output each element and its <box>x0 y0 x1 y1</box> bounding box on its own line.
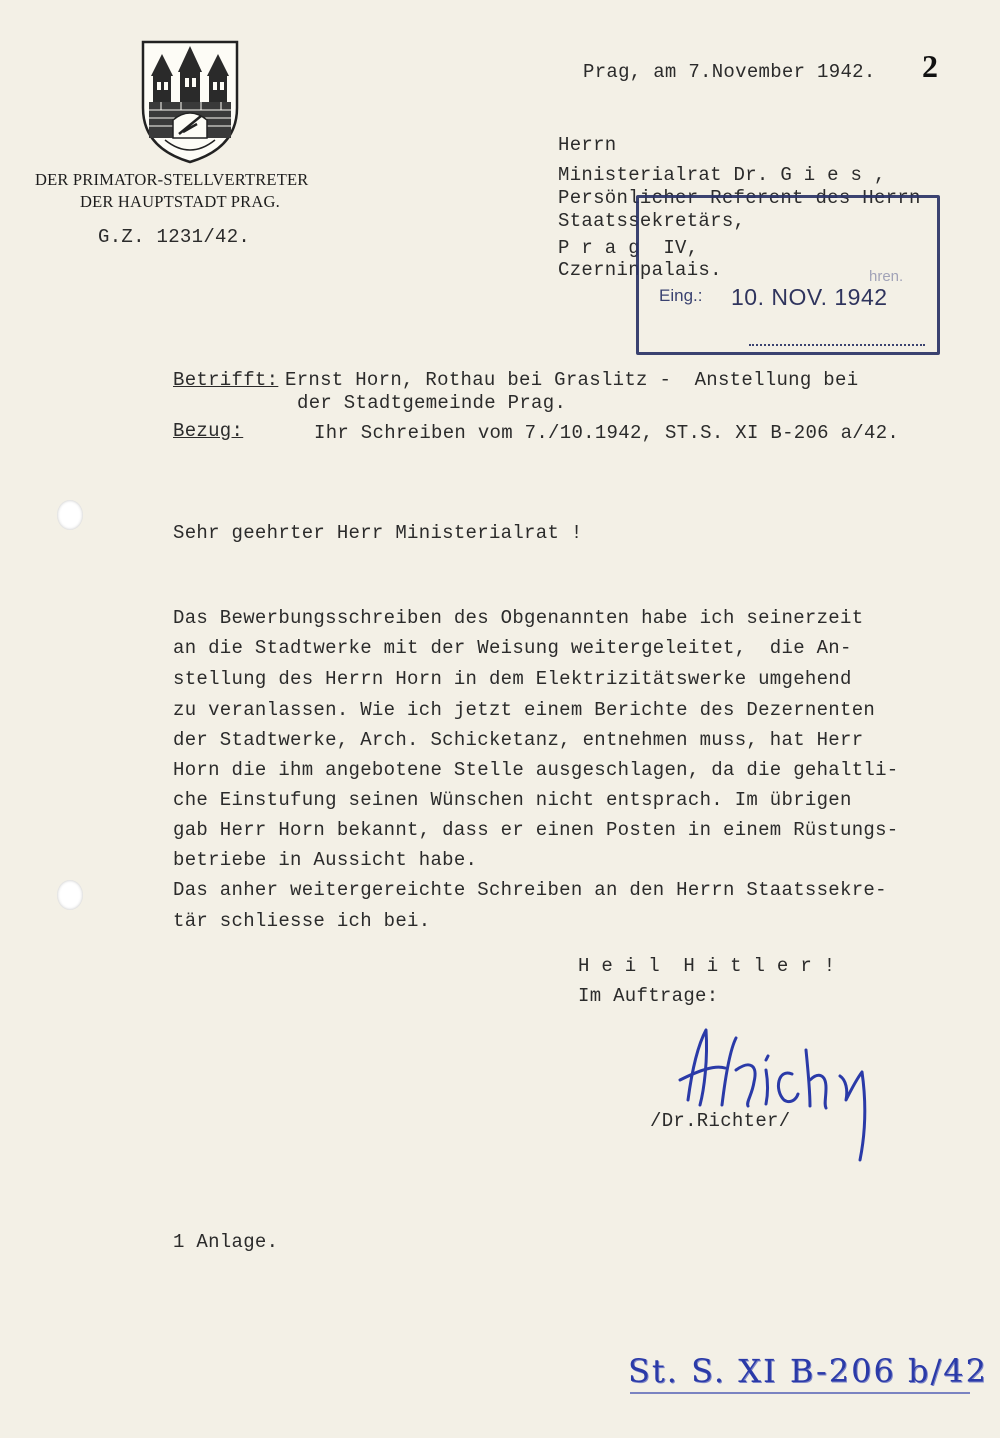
registry-reference: St. S. XI B-206 b/42 <box>628 1352 988 1390</box>
im-auftrage: Im Auftrage: <box>578 985 719 1007</box>
registry-stamp <box>628 1352 988 1400</box>
addressee-line: P r a g IV, <box>558 237 699 259</box>
punch-hole <box>57 500 83 530</box>
addressee-line: Staatssekretärs, <box>558 210 746 232</box>
registry-underline <box>630 1392 970 1394</box>
body-line: betriebe in Aussicht habe. <box>173 849 478 871</box>
body-line: che Einstufung seinen Wünschen nicht entsprach. Im übrigen <box>173 789 852 811</box>
stamp-received-date: 10. NOV. 1942 <box>731 284 888 310</box>
body-line: Horn die ihm angebotene Stelle ausgeschlagen, da die gehaltli- <box>173 759 899 781</box>
stamp-received-label: Eing.: <box>659 286 703 305</box>
prague-coat-of-arms-icon <box>135 36 245 166</box>
body-line: der Stadtwerke, Arch. Schicketanz, entnehmen muss, hat Herr <box>173 729 864 751</box>
addressee-line: Ministerialrat Dr. G i e s , <box>558 164 886 186</box>
bezug-label: Bezug: <box>173 420 244 442</box>
betrifft-line2: der Stadtgemeinde Prag. <box>297 392 567 414</box>
letter-date: Prag, am 7.November 1942. <box>583 61 876 83</box>
addressee-line: Herrn <box>558 134 617 156</box>
signatory-name: /Dr.Richter/ <box>650 1110 791 1132</box>
body-line: stellung des Herrn Horn in dem Elektrizitätswerke umgehend <box>173 668 852 690</box>
body-line: tär schliesse ich bei. <box>173 910 431 932</box>
file-reference: G.Z. 1231/42. <box>98 226 251 248</box>
closing-greeting: H e i l H i t l e r ! <box>578 955 836 977</box>
stamp-faint-text: hren. <box>869 268 904 285</box>
body-line: an die Stadtwerke mit der Weisung weitergeleitet, die An- <box>173 637 852 659</box>
salutation: Sehr geehrter Herr Ministerialrat ! <box>173 522 583 544</box>
body-line: Das anher weitergereichte Schreiben an den Herrn Staatssekre- <box>173 879 887 901</box>
betrifft-line1: Ernst Horn, Rothau bei Graslitz - Anstellung bei <box>285 369 859 391</box>
issuer-title-line2: DER HAUPTSTADT PRAG. <box>80 192 280 211</box>
page-number: 2 <box>922 48 938 84</box>
addressee-line: Persönlicher Referent des Herrn <box>558 187 921 209</box>
addressee-line: Czerninpalais. <box>558 259 722 281</box>
handwritten-signature <box>670 1010 890 1170</box>
body-line: gab Herr Horn bekannt, dass er einen Posten in einem Rüstungs- <box>173 819 899 841</box>
issuer-title-line1: DER PRIMATOR-STELLVERTRETER <box>35 170 309 189</box>
stamp-dotted-line <box>749 344 925 346</box>
punch-hole <box>57 880 83 910</box>
body-line: zu veranlassen. Wie ich jetzt einem Berichte des Dezernenten <box>173 699 876 721</box>
bezug-text: Ihr Schreiben vom 7./10.1942, ST.S. XI B-206 a/42. <box>314 422 900 444</box>
body-line: Das Bewerbungsschreiben des Obgenannten habe ich seinerzeit <box>173 607 864 629</box>
received-stamp <box>636 195 940 355</box>
betrifft-label: Betrifft: <box>173 369 279 391</box>
enclosure-note: 1 Anlage. <box>173 1231 279 1253</box>
